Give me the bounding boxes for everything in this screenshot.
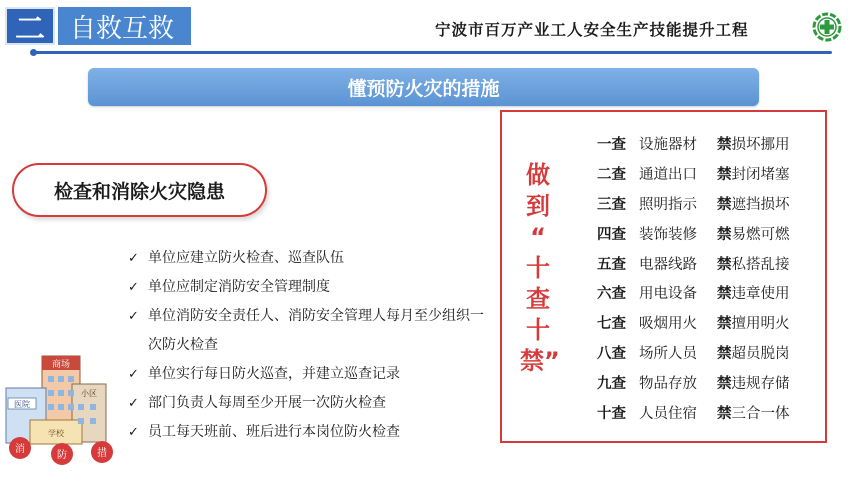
rule-ban: 三合一体 xyxy=(731,405,790,422)
check-mark-icon: ✓ xyxy=(128,309,139,324)
rule-object: 吸烟用火 xyxy=(639,316,697,333)
vertical-title-char: 做 xyxy=(526,161,550,189)
list-item xyxy=(128,273,488,302)
label-mall: 商场 xyxy=(51,360,71,370)
check-mark-icon: ✓ xyxy=(128,251,139,266)
label-fire-1: 消 xyxy=(15,444,25,455)
ten-checks-list xyxy=(597,129,790,427)
rule-ban: 私搭乱接 xyxy=(731,256,790,273)
rule-check: 七查 xyxy=(597,316,626,333)
org-name: 宁波市百万产业工人安全生产技能提升工程 xyxy=(435,20,749,39)
rule-object: 人员住宿 xyxy=(639,405,697,422)
rule-row xyxy=(597,159,790,189)
rule-ban-char: 禁 xyxy=(717,316,732,333)
rule-ban: 遮挡损坏 xyxy=(731,196,790,213)
label-hospital: 医院 xyxy=(14,400,30,409)
rule-check: 五查 xyxy=(597,256,626,273)
rule-object: 物品存放 xyxy=(639,375,697,392)
rule-row xyxy=(597,278,790,308)
rule-object: 装饰装修 xyxy=(639,226,697,243)
list-item xyxy=(128,418,488,447)
list-item xyxy=(128,389,488,418)
vertical-title-char: 到 xyxy=(526,192,550,220)
rule-ban: 擅用明火 xyxy=(731,316,790,333)
list-item-text: 单位实行每日防火巡查，并建立巡查记录 xyxy=(148,366,400,382)
list-item-text: 部门负责人每周至少开展一次防火检查 xyxy=(148,395,386,411)
buildings-illustration xyxy=(2,348,127,468)
vertical-title-char: 十 xyxy=(526,316,550,344)
subtitle-pill: 检查和消除火灾隐患 xyxy=(12,163,267,217)
rule-row xyxy=(597,367,790,397)
rule-ban: 损坏挪用 xyxy=(731,137,790,154)
rule-ban-char: 禁 xyxy=(717,256,732,273)
rule-ban: 超员脱岗 xyxy=(731,345,790,362)
page-title-banner: 懂预防火灾的措施 xyxy=(88,68,759,106)
rule-check: 一查 xyxy=(597,137,626,154)
section-title: 自救互救 xyxy=(58,7,191,45)
label-fire-3: 措 xyxy=(97,448,107,459)
label-community: 小区 xyxy=(81,389,97,398)
list-item-text: 员工每天班前、班后进行本岗位防火检查 xyxy=(148,424,400,440)
rule-ban-char: 禁 xyxy=(717,345,732,362)
section-number-badge: 二 xyxy=(5,7,55,45)
rule-row xyxy=(597,129,790,159)
rule-object: 通道出口 xyxy=(639,167,697,184)
rule-check: 六查 xyxy=(597,286,626,303)
rule-check: 二查 xyxy=(597,167,626,184)
vertical-title-char: 查 xyxy=(526,285,550,313)
green-cross-icon xyxy=(812,12,842,42)
rule-object: 设施器材 xyxy=(639,137,697,154)
list-item-text: 单位应制定消防安全管理制度 xyxy=(148,279,330,295)
vertical-title xyxy=(520,160,560,377)
rule-check: 九查 xyxy=(597,375,626,392)
check-mark-icon: ✓ xyxy=(128,396,139,411)
rule-ban-char: 禁 xyxy=(717,405,732,422)
rule-ban: 违规存储 xyxy=(731,375,790,392)
rule-ban-char: 禁 xyxy=(717,196,732,213)
list-item xyxy=(128,244,488,273)
rule-ban-char: 禁 xyxy=(717,375,732,392)
rule-row xyxy=(597,397,790,427)
rule-check: 四查 xyxy=(597,226,626,243)
rule-check: 八查 xyxy=(597,345,626,362)
list-item xyxy=(128,360,488,389)
label-fire-2: 防 xyxy=(57,450,67,461)
rule-row xyxy=(597,218,790,248)
rule-ban-char: 禁 xyxy=(717,286,732,303)
rule-ban-char: 禁 xyxy=(717,137,732,154)
inspection-checklist xyxy=(128,244,488,447)
label-school: 学校 xyxy=(48,429,64,438)
vertical-title-char: 禁” xyxy=(520,347,560,375)
rule-object: 用电设备 xyxy=(639,286,697,303)
rule-row xyxy=(597,338,790,368)
list-item-text: 单位应建立防火检查、巡查队伍 xyxy=(148,250,344,266)
check-mark-icon: ✓ xyxy=(128,280,139,295)
rule-ban-char: 禁 xyxy=(717,226,732,243)
vertical-title-char: “ xyxy=(530,223,546,251)
vertical-title-char: 十 xyxy=(526,254,550,282)
rule-row xyxy=(597,189,790,219)
rule-ban-char: 禁 xyxy=(717,167,732,184)
check-mark-icon: ✓ xyxy=(128,425,139,440)
check-mark-icon: ✓ xyxy=(128,367,139,382)
rule-row xyxy=(597,308,790,338)
list-item xyxy=(128,302,488,360)
rule-object: 场所人员 xyxy=(639,345,697,362)
rule-object: 照明指示 xyxy=(639,196,697,213)
rule-check: 十查 xyxy=(597,405,626,422)
rule-check: 三查 xyxy=(597,196,626,213)
rule-object: 电器线路 xyxy=(639,256,697,273)
list-item-text: 单位消防安全责任人、消防安全管理人每月至少组织一次防火检查 xyxy=(148,308,484,353)
rule-ban: 违章使用 xyxy=(731,286,790,303)
rule-ban: 易燃可燃 xyxy=(731,226,790,243)
header-divider xyxy=(32,51,832,54)
rule-row xyxy=(597,248,790,278)
rule-ban: 封闭堵塞 xyxy=(731,167,790,184)
